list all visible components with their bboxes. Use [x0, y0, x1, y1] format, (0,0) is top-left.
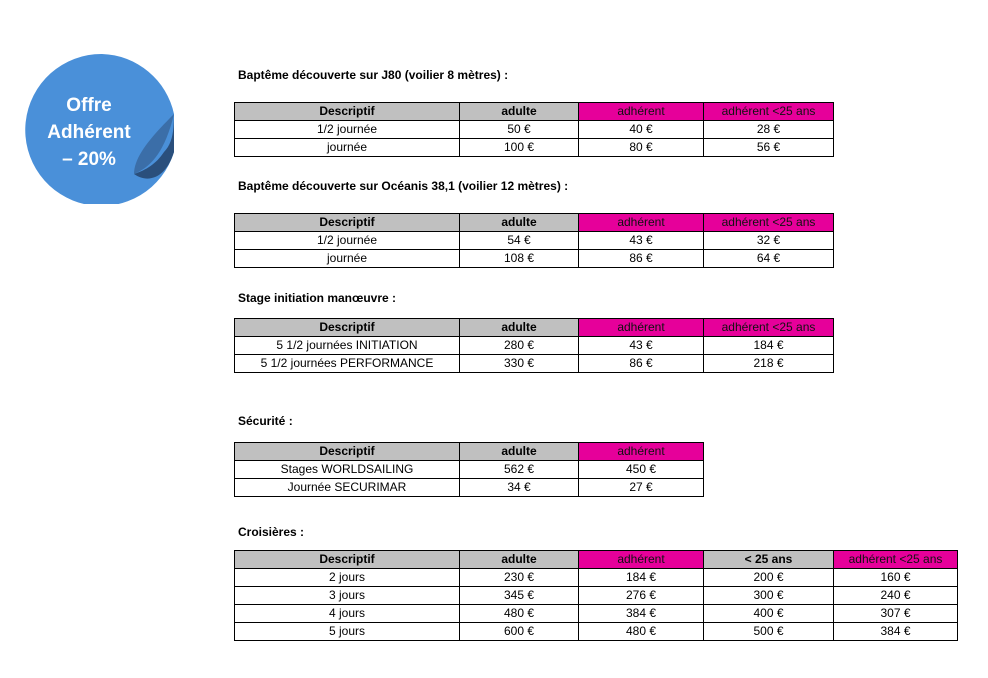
table-row	[235, 139, 834, 157]
cell-adulte: 480 €	[460, 605, 579, 623]
price-table-j80	[234, 102, 834, 157]
header-descriptif: Descriptif	[235, 551, 460, 569]
header-adulte: adulte	[460, 319, 579, 337]
cell-adherent: 450 €	[579, 461, 704, 479]
cell-adherent: 40 €	[579, 121, 704, 139]
cell-adherent-25: 307 €	[834, 605, 958, 623]
cell-adherent: 43 €	[579, 232, 704, 250]
cell-descriptif: 4 jours	[235, 605, 460, 623]
header-adulte: adulte	[460, 103, 579, 121]
cell-moins-25: 500 €	[704, 623, 834, 641]
header-descriptif: Descriptif	[235, 103, 460, 121]
cell-adulte: 230 €	[460, 569, 579, 587]
section-title-stage: Stage initiation manœuvre :	[238, 291, 397, 305]
cell-adulte: 562 €	[460, 461, 579, 479]
cell-descriptif: 5 1/2 journées INITIATION	[235, 337, 460, 355]
price-table-oceanis	[234, 213, 834, 268]
header-adherent: adhérent	[579, 443, 704, 461]
badge-line-3: – 20%	[62, 149, 116, 170]
cell-descriptif: 1/2 journée	[235, 121, 460, 139]
header-moins-25: < 25 ans	[704, 551, 834, 569]
table-row	[235, 337, 834, 355]
cell-descriptif: 3 jours	[235, 587, 460, 605]
cell-adherent: 86 €	[579, 250, 704, 268]
cell-descriptif: 5 jours	[235, 623, 460, 641]
offer-badge	[24, 52, 180, 204]
cell-adherent-25: 32 €	[704, 232, 834, 250]
table-row	[235, 355, 834, 373]
cell-moins-25: 200 €	[704, 569, 834, 587]
header-adherent: adhérent	[579, 551, 704, 569]
cell-adherent: 80 €	[579, 139, 704, 157]
cell-descriptif: journée	[235, 139, 460, 157]
badge-line-2: Adhérent	[47, 122, 131, 143]
badge-line-1: Offre	[66, 95, 112, 116]
price-table-croisieres	[234, 550, 958, 641]
cell-adherent-25: 184 €	[704, 337, 834, 355]
table-header-row	[235, 103, 834, 121]
table-header-row	[235, 551, 958, 569]
cell-descriptif: journée	[235, 250, 460, 268]
header-adherent-25: adhérent <25 ans	[704, 214, 834, 232]
table-row	[235, 121, 834, 139]
cell-adherent: 480 €	[579, 623, 704, 641]
cell-adulte: 600 €	[460, 623, 579, 641]
cell-adherent: 276 €	[579, 587, 704, 605]
cell-descriptif: 5 1/2 journées PERFORMANCE	[235, 355, 460, 373]
cell-adherent-25: 384 €	[834, 623, 958, 641]
header-adherent: adhérent	[579, 214, 704, 232]
header-adherent-25: adhérent <25 ans	[834, 551, 958, 569]
table-row	[235, 605, 958, 623]
header-descriptif: Descriptif	[235, 443, 460, 461]
cell-adherent-25: 218 €	[704, 355, 834, 373]
cell-moins-25: 400 €	[704, 605, 834, 623]
table-row	[235, 623, 958, 641]
cell-descriptif: Journée SECURIMAR	[235, 479, 460, 497]
header-adherent: adhérent	[579, 103, 704, 121]
header-descriptif: Descriptif	[235, 214, 460, 232]
badge-text	[24, 92, 154, 173]
cell-adherent-25: 28 €	[704, 121, 834, 139]
header-adherent-25: adhérent <25 ans	[704, 103, 834, 121]
cell-adulte: 50 €	[460, 121, 579, 139]
table-header-row	[235, 214, 834, 232]
cell-adulte: 100 €	[460, 139, 579, 157]
header-adherent: adhérent	[579, 319, 704, 337]
table-row	[235, 232, 834, 250]
cell-adulte: 330 €	[460, 355, 579, 373]
section-title-securite: Sécurité :	[238, 414, 293, 428]
cell-adherent-25: 64 €	[704, 250, 834, 268]
cell-adulte: 54 €	[460, 232, 579, 250]
table-row	[235, 587, 958, 605]
cell-adherent: 27 €	[579, 479, 704, 497]
cell-adherent: 86 €	[579, 355, 704, 373]
section-title-croisieres: Croisières :	[238, 525, 305, 539]
table-row	[235, 479, 704, 497]
section-title-oceanis: Baptême découverte sur Océanis 38,1 (voilier 12 mètres) :	[238, 179, 569, 193]
cell-adherent: 184 €	[579, 569, 704, 587]
cell-descriptif: 1/2 journée	[235, 232, 460, 250]
cell-descriptif: Stages WORLDSAILING	[235, 461, 460, 479]
price-table-stage	[234, 318, 834, 373]
cell-adulte: 280 €	[460, 337, 579, 355]
cell-adulte: 108 €	[460, 250, 579, 268]
cell-adulte: 345 €	[460, 587, 579, 605]
table-header-row	[235, 319, 834, 337]
cell-adherent-25: 240 €	[834, 587, 958, 605]
header-adulte: adulte	[460, 443, 579, 461]
table-header-row	[235, 443, 704, 461]
cell-adherent: 43 €	[579, 337, 704, 355]
header-adulte: adulte	[460, 551, 579, 569]
table-row	[235, 461, 704, 479]
cell-adherent-25: 56 €	[704, 139, 834, 157]
table-row	[235, 250, 834, 268]
section-title-j80: Baptême découverte sur J80 (voilier 8 mètres) :	[238, 68, 509, 82]
table-row	[235, 569, 958, 587]
header-adherent-25: adhérent <25 ans	[704, 319, 834, 337]
price-table-securite	[234, 442, 704, 497]
header-adulte: adulte	[460, 214, 579, 232]
header-descriptif: Descriptif	[235, 319, 460, 337]
cell-adulte: 34 €	[460, 479, 579, 497]
cell-moins-25: 300 €	[704, 587, 834, 605]
cell-descriptif: 2 jours	[235, 569, 460, 587]
cell-adherent-25: 160 €	[834, 569, 958, 587]
cell-adherent: 384 €	[579, 605, 704, 623]
